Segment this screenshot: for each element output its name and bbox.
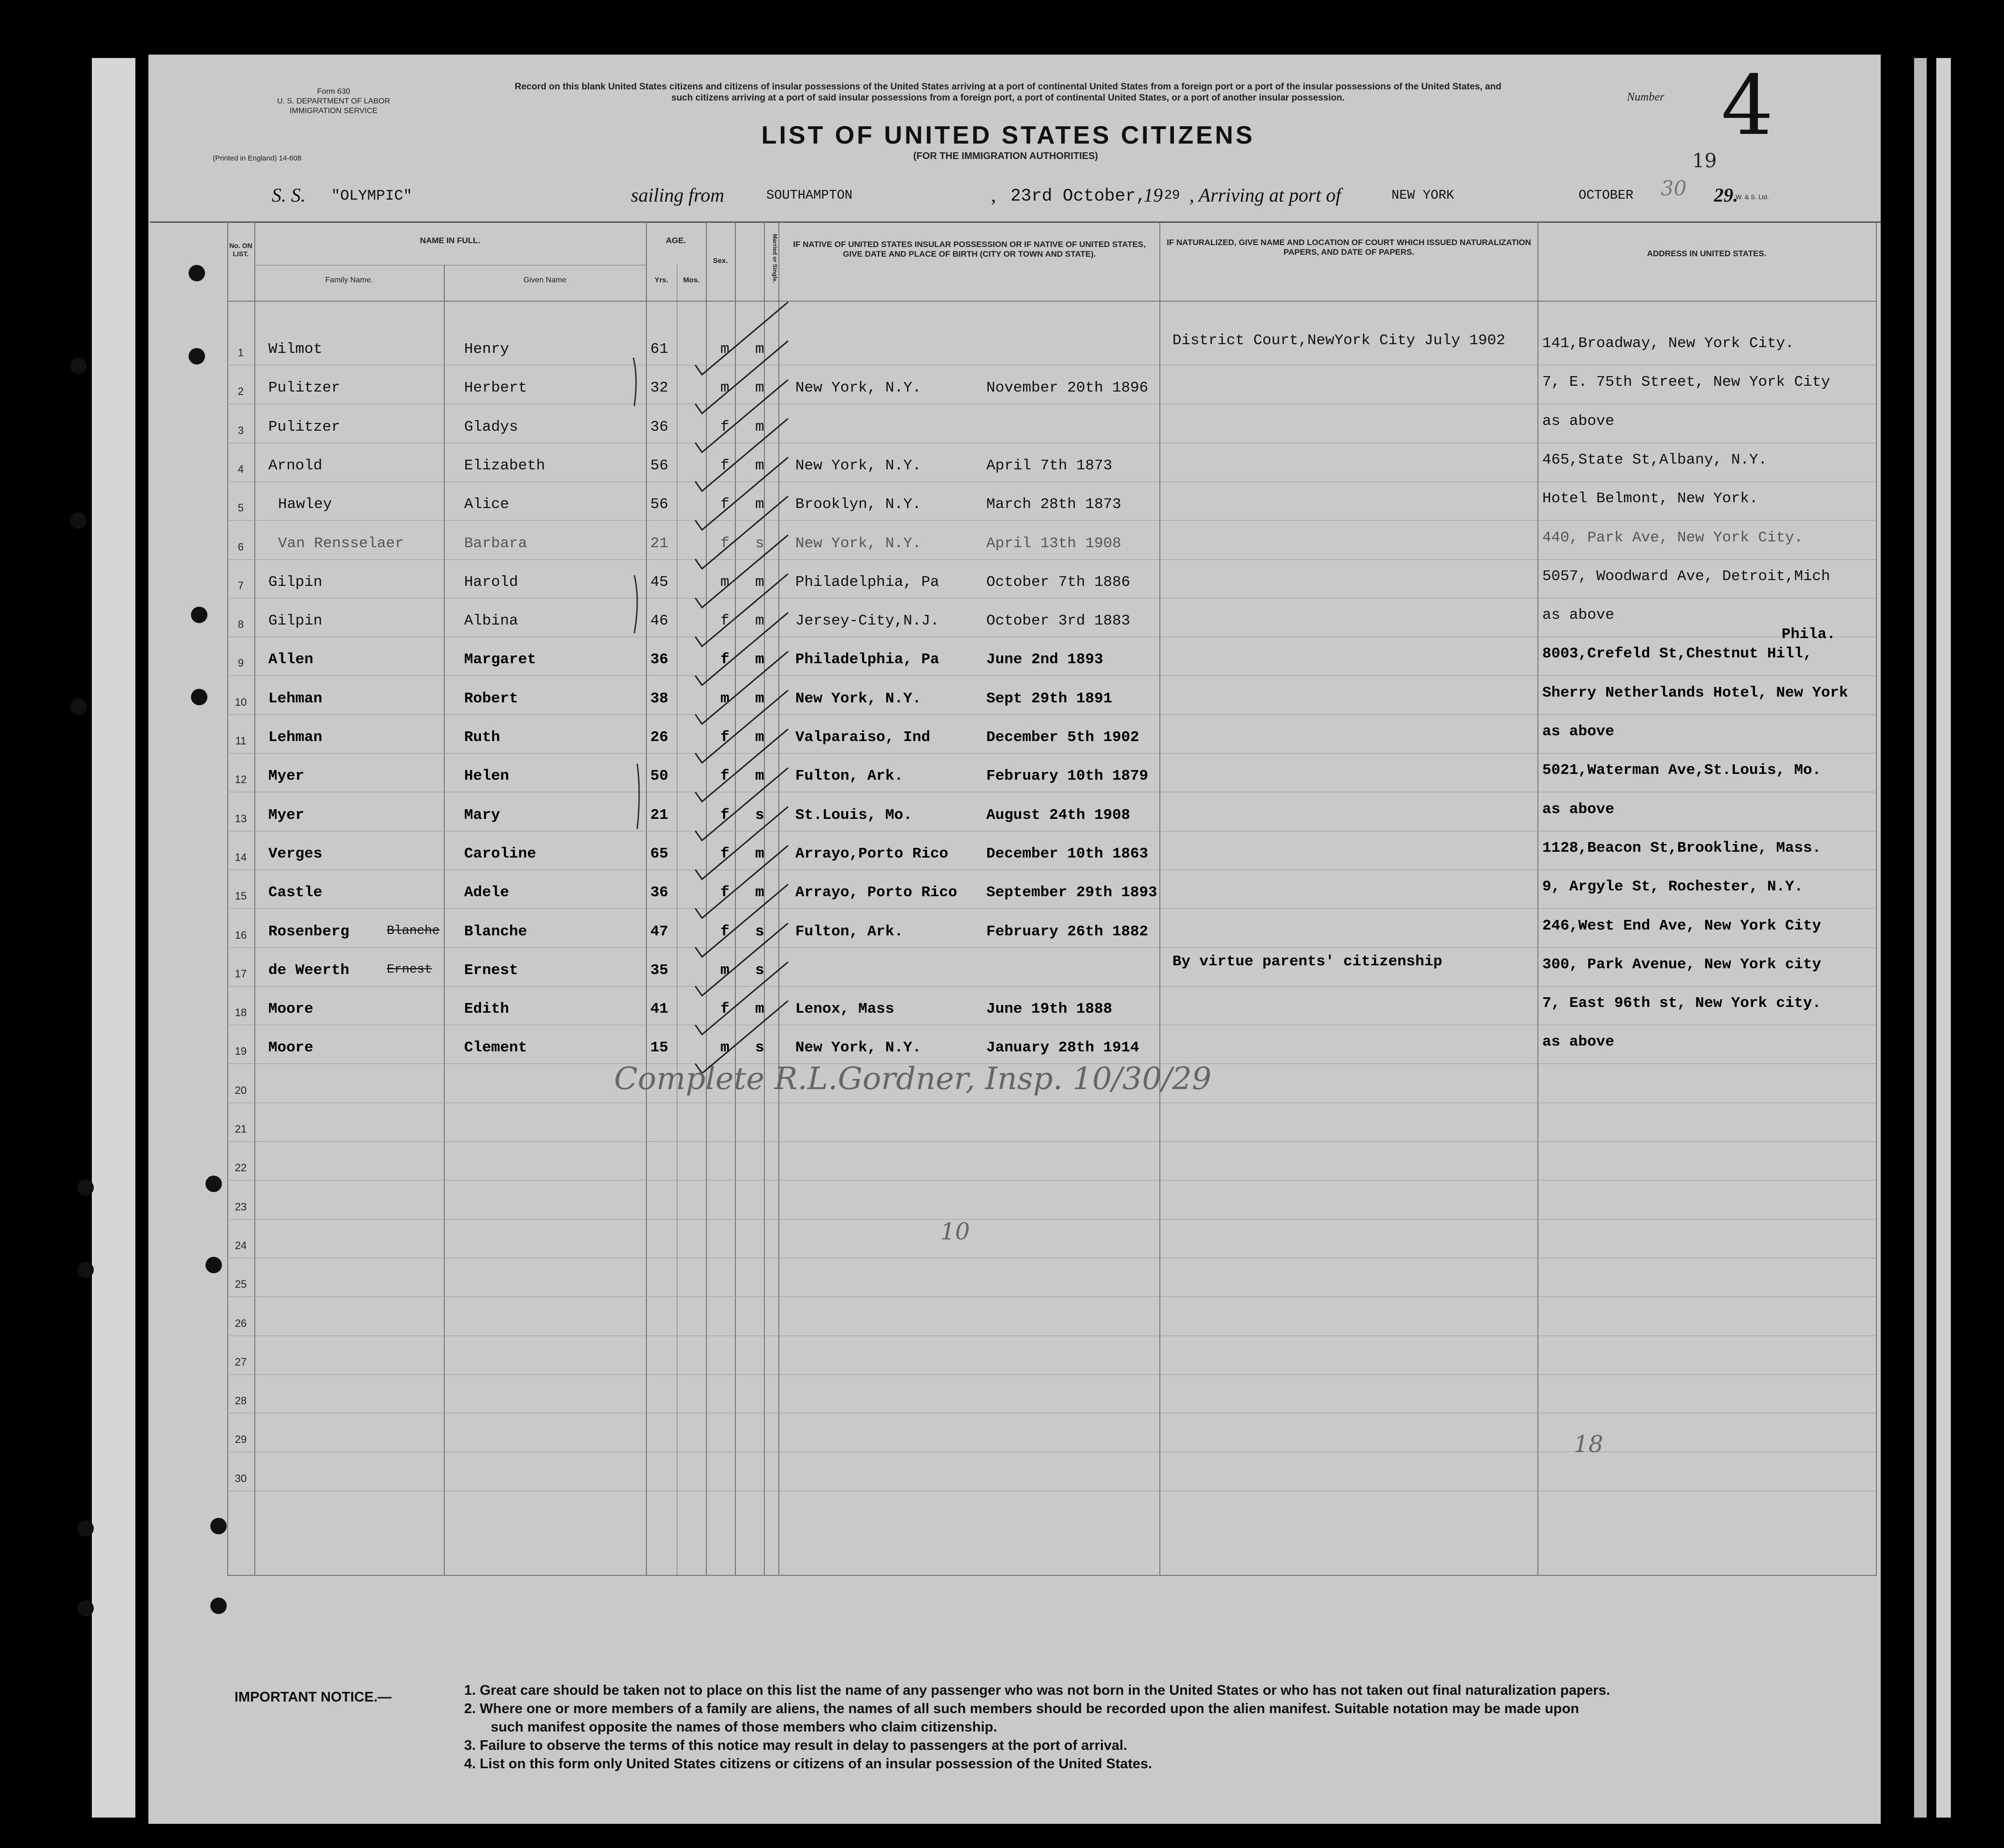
cell-ms: m [755,884,764,902]
row-rule [227,753,1876,754]
cell-family: Rosenberg [268,923,350,940]
inspector-certification: Complete R.L.Gordner, Insp. 10/30/29 [614,1061,1212,1097]
cell-family: Myer [268,806,305,824]
list-number: 4 [1721,58,1774,154]
cell-family: Gilpin [268,573,322,591]
header-address: ADDRESS IN UNITED STATES. [1647,249,1767,258]
cell-sex: f [720,612,730,630]
arriving-label: , Arriving at port of [1189,184,1341,206]
cell-family: Pulitzer [268,418,340,436]
cell-family: Hawley [278,496,332,513]
cell-addr: as above [1542,607,1614,624]
cell-addr: 141,Broadway, New York City. [1542,335,1794,352]
cell-addr: 9, Argyle St, Rochester, N.Y. [1542,878,1803,896]
check-mark [695,652,788,724]
row-number: 5 [237,502,244,514]
department: U. S. DEPARTMENT OF LABOR [277,97,390,105]
cell-addr: 1128,Beacon St,Brookline, Mass. [1542,839,1821,857]
cell-addr: as above [1542,800,1614,818]
check-mark [695,845,788,918]
cell-place: Arrayo, Porto Rico [795,884,957,902]
cell-family: Moore [268,1039,314,1057]
notice-item-2: 2. Where one or more members of a family are aliens, the names of all such members should be recorded upon the alien manifest. Suitable notation may be made upon [464,1701,1580,1717]
cell-date: October 3rd 1883 [986,612,1130,630]
binder-hole [205,1176,222,1192]
row-rule [227,1219,1876,1220]
header-yrs: Yrs. [654,276,669,284]
cell-ms: m [755,573,764,591]
binder-hole [70,358,87,374]
cell-age: 56 [650,496,669,513]
left-binding-strip [92,58,135,1818]
cell-family: Gilpin [268,612,322,630]
table-bottom-rule [227,1575,1876,1576]
cell-ms: s [755,1039,764,1057]
check-mark [695,885,788,957]
cell-place: Valparaiso, Ind [795,729,931,746]
printer-mark: W. & S. Ltd. [1736,193,1769,201]
cell-age: 50 [650,768,669,785]
cell-place: St.Louis, Mo. [795,806,912,824]
cell-ms: m [755,768,764,785]
check-mark [695,690,788,763]
header-name-in-full: NAME IN FULL. [420,236,481,245]
cell-given-struck: Ernest [387,961,432,976]
table-top-rule [150,221,1881,223]
year-prefix: 19 [1143,184,1163,206]
cell-given: Ernest [464,961,518,979]
header-birth: IF NATIVE OF UNITED STATES INSULAR POSSESSION OR IF NATIVE OF UNITED STATES, GIVE DATE AND PLACE OF BIRTH (CITY OR TOWN AND STATE). [793,240,1146,259]
cell-family: Verges [268,845,322,862]
cell-ms: m [755,612,764,630]
cell-ms: m [755,341,764,358]
cell-age: 65 [650,845,669,862]
row-number: 22 [234,1162,247,1174]
cell-ms: m [755,1001,764,1018]
cell-date: June 2nd 1893 [986,651,1103,669]
family-brackets [629,348,648,841]
notice-label: IMPORTANT NOTICE.— [234,1689,392,1705]
cell-place: New York, N.Y. [795,379,922,397]
row-number: 29 [234,1433,247,1446]
header-married-single: Married or Single. [772,234,778,283]
row-number: 30 [234,1472,247,1484]
check-mark [695,574,788,646]
header-no: No. ON LIST. [229,242,252,258]
cell-addr: as above [1542,723,1614,740]
row-rule [227,947,1876,948]
notice-item-4: 4. List on this form only United States citizens or citizens of an insular possession of the United States. [464,1756,1152,1772]
cell-given: Helen [464,768,510,785]
cell-date: October 7th 1886 [986,573,1130,591]
row-number: 6 [237,540,244,553]
binder-hole [70,698,87,715]
cell-date: March 28th 1873 [986,496,1122,513]
cell-given: Caroline [464,845,536,862]
header-given-name: Given Name [523,276,567,284]
cell-date: April 7th 1873 [986,457,1112,474]
cell-family: Arnold [268,457,322,474]
cell-family: Pulitzer [268,379,340,397]
cell-age: 38 [650,690,669,707]
col-line [1159,222,1160,1576]
binder-hole [77,1520,94,1537]
service: IMMIGRATION SERVICE [290,107,378,115]
cell-addr: 246,West End Ave, New York City [1542,917,1821,934]
row-number: 18 [234,1006,247,1019]
cell-given: Harold [464,573,518,591]
row-number: 12 [234,773,247,786]
row-number: 25 [234,1278,247,1291]
port-from: SOUTHAMPTON [766,189,853,203]
handwritten-mark: 18 [1574,1431,1604,1458]
cell-given: Elizabeth [464,457,545,474]
cell-sex: f [720,729,730,746]
row-rule [227,908,1876,909]
row-number: 3 [237,424,244,437]
cell-given: Mary [464,806,500,824]
cell-place: Fulton, Ark. [795,768,904,785]
cell-sex: f [720,806,730,824]
binder-hole [77,1179,94,1196]
header-sex: Sex. [713,257,728,265]
row-rule [227,559,1876,560]
cell-ms: m [755,690,764,707]
cell-ms: s [755,923,764,940]
header-mos: Mos. [683,276,700,284]
row-number: 13 [234,812,247,825]
row-number: 11 [235,735,247,747]
col-line [254,222,255,1576]
cell-given: Alice [464,496,510,513]
cell-date: February 10th 1879 [986,768,1148,785]
cell-addr: 440, Park Ave, New York City. [1542,529,1803,546]
row-number: 7 [237,579,244,592]
cell-given: Robert [464,690,518,707]
row-number: 17 [234,967,247,980]
cell-place: Fulton, Ark. [795,923,904,940]
row-number: 9 [237,657,244,669]
check-mark [695,535,788,608]
cell-sex: f [720,535,730,552]
cell-age: 26 [650,729,669,746]
check-mark [695,729,788,801]
cell-family: de Weerth [268,961,350,979]
row-rule [227,520,1876,521]
cell-addr: 300, Park Avenue, New York city [1542,956,1821,973]
cell-sex: f [720,651,730,669]
form-number: Form 630 [317,87,351,96]
cell-place: Lenox, Mass [795,1001,894,1018]
cell-ms: m [755,379,764,397]
check-mark [695,457,788,530]
col-line [444,265,445,1576]
row-number: 2 [237,385,244,398]
cell-sex: f [720,457,730,474]
cell-ms: m [755,729,764,746]
cell-age: 45 [650,573,669,591]
ship-name: "OLYMPIC" [331,188,412,204]
cell-sex: f [720,418,730,436]
cell-age: 56 [650,457,669,474]
cell-family: Castle [268,884,322,902]
cell-given: Adele [464,884,510,902]
cell-sex: f [720,923,730,940]
row-number: 15 [234,890,247,902]
cell-addr: 5057, Woodward Ave, Detroit,Mich [1542,567,1830,585]
cell-sex: f [720,884,730,902]
form-instructions: Record on this blank United States citizens and citizens of insular possessions of the United States arriving at a port of continental United States from a foreign port or a port of the insular possessions of the United States, and such citizens arriving at a port of said insular possessions from a foreign port, a port of continental United States, or a port of another insular possession. [514,82,1502,103]
cell-sex: f [720,1001,730,1018]
cell-place: New York, N.Y. [795,1039,922,1057]
row-number: 4 [237,463,244,475]
cell-place: New York, N.Y. [795,690,922,707]
printed-note: (Printed in England) 14-608 [213,154,302,162]
row-number: 28 [234,1395,247,1407]
cell-date: December 5th 1902 [986,729,1140,746]
cell-place: Philadelphia, Pa [795,573,939,591]
row-rule [227,986,1876,987]
cell-addr: Hotel Belmont, New York. [1542,490,1758,508]
check-mark [695,768,788,841]
cell-age: 21 [650,535,669,552]
cell-given: Edith [464,1001,510,1018]
header-bottom-rule [227,301,1876,302]
row-number: 20 [234,1084,247,1096]
binder-hole [70,512,87,529]
binder-hole [189,265,205,281]
handwritten-mark: 10 [940,1218,970,1245]
cell-age: 61 [650,341,669,358]
cell-date: November 20th 1896 [986,379,1148,397]
cell-date: September 29th 1893 [986,884,1157,902]
cell-addr: Sherry Netherlands Hotel, New York [1542,684,1848,701]
cell-age: 36 [650,651,669,669]
page-subtitle: (FOR THE IMMIGRATION AUTHORITIES) [913,151,1098,161]
row-rule [227,481,1876,482]
cell-addr: as above [1542,1033,1614,1051]
binder-hole [191,607,207,623]
row-number: 19 [234,1045,247,1058]
row-number: 23 [234,1200,247,1213]
row-rule [227,714,1876,715]
row-number: 14 [234,851,247,863]
cell-family: Wilmot [268,341,322,358]
cell-ms: m [755,496,764,513]
cell-addr: 7, East 96th st, New York city. [1542,995,1821,1012]
cell-age: 15 [650,1039,669,1057]
notice-item-3: 3. Failure to observe the terms of this notice may result in delay to passengers at the port of arrival. [464,1738,1127,1753]
ss-label: S. S. [272,184,306,206]
cell-ms: m [755,418,764,436]
row-number: 24 [234,1239,247,1251]
binder-hole [210,1518,227,1534]
sailing-label: sailing from [631,184,724,206]
cell-given: Ruth [464,729,500,746]
cell-addr: 7, E. 75th Street, New York City [1542,374,1830,391]
arrival-year-prefix: 19 [1692,150,1717,172]
notice-item-2-cont: such manifest opposite the names of those members who claim citizenship. [491,1719,997,1735]
cell-date: April 13th 1908 [986,535,1122,552]
cell-place: New York, N.Y. [795,535,922,552]
cell-ms: s [755,806,764,824]
cell-age: 21 [650,806,669,824]
row-number: 26 [234,1317,247,1329]
binder-hole [77,1600,94,1616]
header-naturalized: IF NATURALIZED, GIVE NAME AND LOCATION OF COURT WHICH ISSUED NATURALIZATION PAPERS, AND DATE OF PAPERS. [1167,238,1531,257]
departure-year: 29 [1164,189,1180,203]
cell-date: January 28th 1914 [986,1039,1140,1057]
cell-given-struck: Blanche [387,923,440,938]
number-label: Number [1627,91,1665,103]
binder-hole [210,1598,227,1614]
arrival-month: OCTOBER [1579,189,1634,203]
cell-nat: By virtue parents' citizenship [1172,953,1443,970]
cell-addr: 465,State St,Albany, N.Y. [1542,451,1768,468]
cell-family: Van Rensselaer [278,535,404,552]
cell-date: August 24th 1908 [986,806,1130,824]
cell-sex: m [720,1039,730,1057]
cell-place: Philadelphia, Pa [795,651,939,669]
port-arrival: NEW YORK [1391,189,1454,203]
cell-age: 46 [650,612,669,630]
binder-hole [205,1257,222,1273]
cell-nat: District Court,NewYork City July 1902 [1172,332,1506,349]
binder-hole [191,689,207,705]
cell-place: Brooklyn, N.Y. [795,496,922,513]
cell-given: Gladys [464,418,518,436]
cell-place: Jersey-City,N.J. [795,612,939,630]
arrival-year: 29. [1714,184,1738,206]
cell-sex: f [720,768,730,785]
cell-sex: m [720,573,730,591]
cell-given: Clement [464,1039,527,1057]
row-rule [227,675,1876,676]
tick-marks [677,271,803,1073]
cell-sex: m [720,690,730,707]
check-mark [695,1001,788,1073]
cell-sex: f [720,845,730,862]
address-note-phila: Phila. [1782,626,1836,643]
cell-age: 36 [650,418,669,436]
check-mark [695,962,788,1034]
right-page-edge [1914,58,1927,1818]
cell-date: Sept 29th 1891 [986,690,1112,707]
cell-age: 41 [650,1001,669,1018]
cell-family: Lehman [268,729,322,746]
col-line [1876,222,1877,1576]
cell-family: Allen [268,651,314,669]
cell-ms: s [755,961,764,979]
arrival-day: 30 [1661,176,1687,200]
cell-given: Henry [464,341,510,358]
notice-item-1: 1. Great care should be taken not to place on this list the name of any passenger who was not born in the United States or who has not taken out final naturalization papers. [464,1683,1610,1698]
binder-hole [189,348,205,364]
cell-sex: m [720,379,730,397]
row-number: 8 [237,618,244,631]
cell-ms: s [755,535,764,552]
check-mark [695,496,788,569]
cell-given: Albina [464,612,518,630]
cell-family: Lehman [268,690,322,707]
col-line [1537,222,1538,1576]
cell-addr: 5021,Waterman Ave,St.Louis, Mo. [1542,762,1821,779]
row-number: 1 [237,347,244,359]
header-family-name: Family Name. [325,276,373,284]
check-mark [695,807,788,879]
check-mark [695,923,788,996]
cell-age: 35 [650,961,669,979]
cell-given: Herbert [464,379,527,397]
header-age: AGE. [666,236,686,245]
cell-place: New York, N.Y. [795,457,922,474]
cell-place: Arrayo,Porto Rico [795,845,949,862]
binder-hole [77,1262,94,1278]
cell-sex: m [720,961,730,979]
cell-ms: m [755,457,764,474]
right-page-edge-outer [1936,58,1951,1818]
row-number: 16 [234,929,247,941]
cell-family: Myer [268,768,305,785]
row-number: 10 [234,696,247,708]
cell-given: Margaret [464,651,536,669]
cell-given: Barbara [464,535,527,552]
cell-given: Blanche [464,923,527,940]
row-number: 27 [234,1355,247,1368]
row-rule [227,1374,1876,1375]
check-mark [695,302,788,375]
row-rule [227,1141,1876,1142]
cell-date: June 19th 1888 [986,1001,1112,1018]
check-mark [695,612,788,685]
cell-addr: as above [1542,412,1614,430]
page-title: LIST OF UNITED STATES CITIZENS [761,121,1255,149]
cell-age: 32 [650,379,669,397]
cell-age: 47 [650,923,669,940]
cell-sex: f [720,496,730,513]
check-mark [695,419,788,491]
cell-age: 36 [650,884,669,902]
row-rule [227,1296,1876,1297]
check-mark [695,380,788,452]
cell-ms: m [755,845,764,862]
cell-sex: m [720,341,730,358]
departure-date: 23rd October, [1010,186,1146,206]
cell-family: Moore [268,1001,314,1018]
cell-date: February 26th 1882 [986,923,1148,940]
cell-ms: m [755,651,764,669]
form-meta [251,87,416,116]
row-number: 21 [234,1123,247,1135]
cell-date: December 10th 1863 [986,845,1148,862]
cell-addr: 8003,Crefeld St,Chestnut Hill, [1542,645,1813,663]
check-mark [695,341,788,413]
